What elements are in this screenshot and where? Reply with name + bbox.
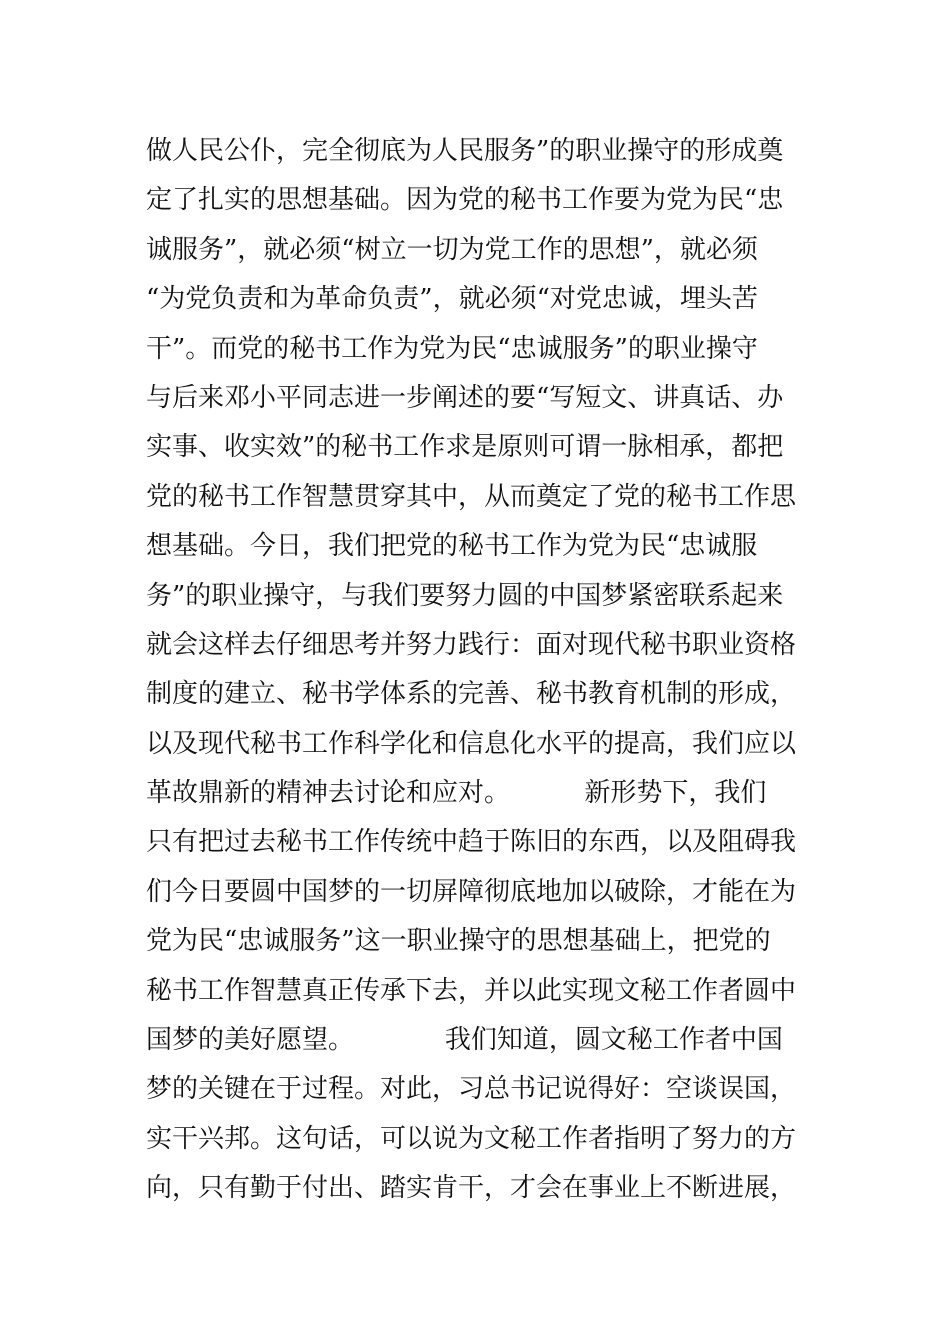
text-line: 制度的建立、秘书学体系的完善、秘书教育机制的形成，: [146, 679, 797, 710]
text-line: 们今日要圆中国梦的一切屏障彻底地加以破除，才能在为: [146, 876, 797, 907]
text-line: “为党负责和为革命负责”，就必须“对党忠诚，埋头苦: [146, 284, 758, 315]
text-line: 干”。而党的秘书工作为党为民“忠诚服务”的职业操守: [146, 333, 758, 364]
text-line: 国梦的美好愿望。 我们知道，圆文秘工作者中国: [146, 1025, 783, 1056]
body-text: [146, 127, 816, 1214]
text-line: 实事、收实效”的秘书工作求是原则可谓一脉相承，都把: [146, 432, 784, 463]
text-line: 实干兴邦。这句话，可以说为文秘工作者指明了努力的方: [146, 1123, 797, 1154]
text-line: 党为民“忠诚服务”这一职业操守的思想基础上，把党的: [146, 926, 771, 957]
text-line: 只有把过去秘书工作传统中趋于陈旧的东西，以及阻碍我: [146, 827, 797, 858]
text-line: 与后来邓小平同志进一步阐述的要“写短文、讲真话、办: [146, 382, 784, 413]
text-line: 梦的关键在于过程。对此，习总书记说得好：空谈误国，: [146, 1074, 797, 1105]
text-line: 革故鼎新的精神去讨论和应对。 新形势下，我们: [146, 778, 767, 809]
text-line: 就会这样去仔细思考并努力践行：面对现代秘书职业资格: [146, 629, 797, 660]
text-line: 诚服务”，就必须“树立一切为党工作的思想”，就必须: [146, 234, 758, 265]
text-line: 做人民公仆，完全彻底为人民服务”的职业操守的形成奠: [146, 136, 784, 166]
text-line: 以及现代秘书工作科学化和信息化水平的提高，我们应以: [146, 728, 797, 759]
text-line: 党的秘书工作智慧贯穿其中，从而奠定了党的秘书工作思: [146, 481, 797, 512]
text-line: 定了扎实的思想基础。因为党的秘书工作要为党为民“忠: [146, 185, 784, 216]
text-line: 想基础。今日，我们把党的秘书工作为党为民“忠诚服: [146, 531, 758, 562]
text-line: 秘书工作智慧真正传承下去，并以此实现文秘工作者圆中: [146, 975, 797, 1006]
text-line: 向，只有勤于付出、踏实肯干，才会在事业上不断进展，: [146, 1173, 797, 1204]
text-line: 务”的职业操守，与我们要努力圆的中国梦紧密联系起来: [146, 580, 784, 611]
